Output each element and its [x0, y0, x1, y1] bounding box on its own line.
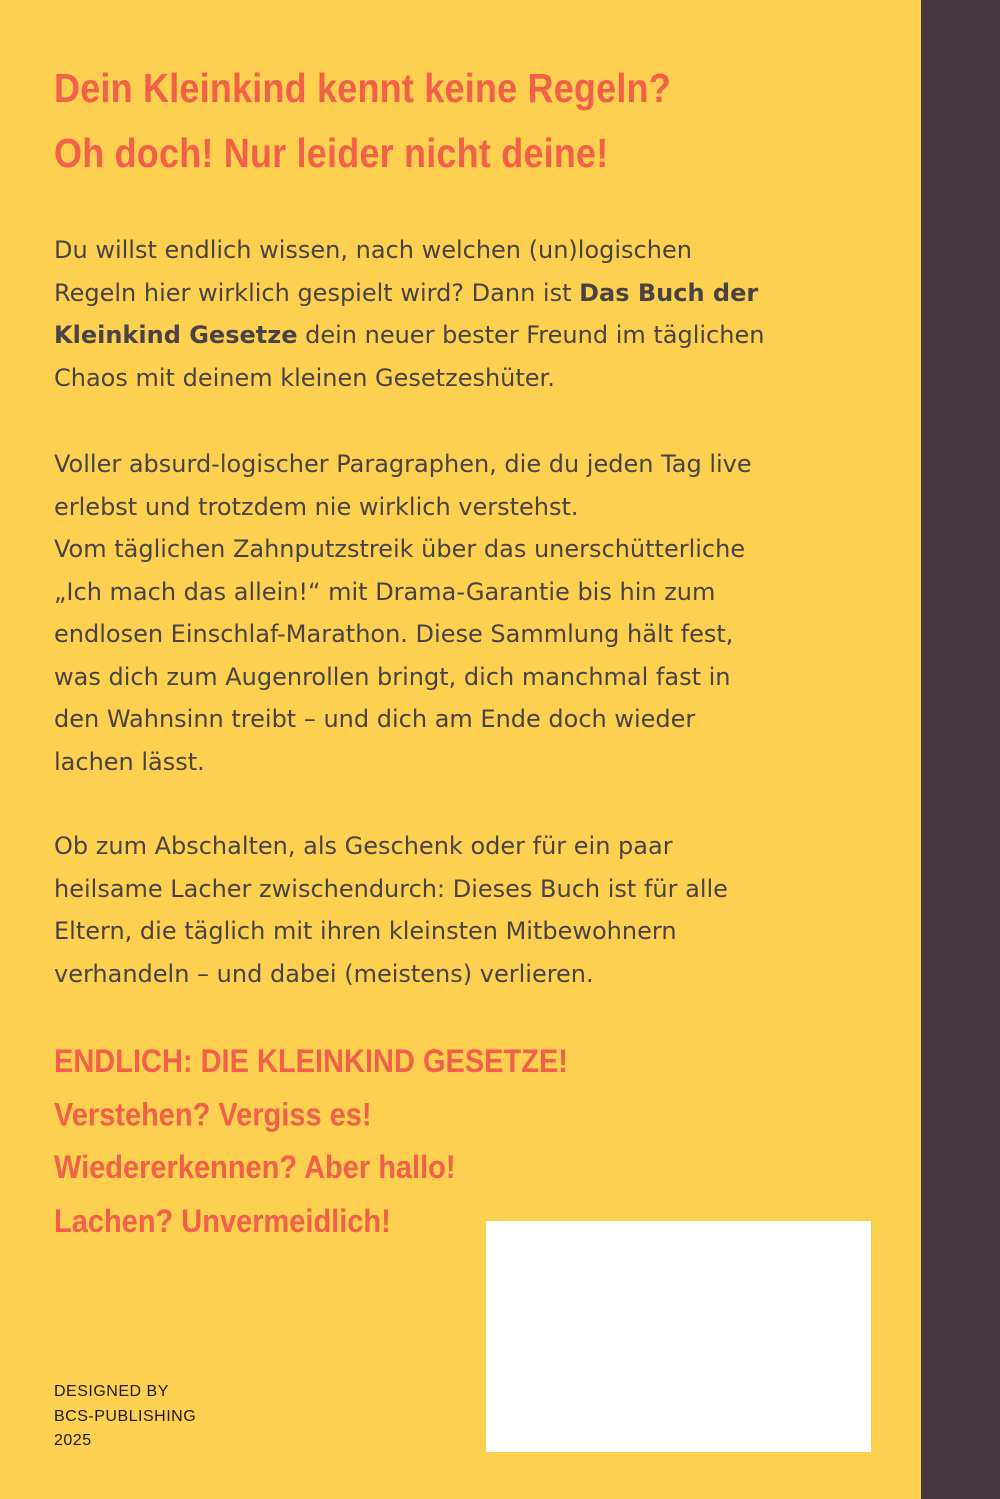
tagline-line: Verstehen? Vergiss es! [54, 1097, 372, 1133]
book-title-part-2: Kleinkind Gesetze [54, 321, 298, 349]
tagline-line: Wiedererkennen? Aber hallo! [54, 1150, 456, 1187]
tagline-line: ENDLICH: DIE KLEINKIND GESETZE! [54, 1043, 568, 1080]
description-line: was dich zum Augenrollen bringt, dich manchmal fast in [54, 662, 731, 691]
barcode-placeholder [486, 1221, 871, 1452]
credits-line-3: 2025 [54, 1432, 92, 1449]
intro-line-2-text: Regeln hier wirklich gespielt wird? Dann ist [54, 278, 580, 307]
intro-line-3 [54, 314, 854, 357]
audience-line: heilsame Lacher zwischendurch: Dieses Buch ist für alle [54, 874, 728, 903]
audience-line: Ob zum Abschalten, als Geschenk oder für ein paar [54, 832, 673, 860]
description-line: Voller absurd-logischer Paragraphen, die du jeden Tag live [54, 450, 752, 478]
tagline [54, 1036, 568, 1249]
tagline-line: Lachen? Unvermeidlich! [54, 1203, 391, 1240]
intro-line-4: Chaos mit deinem kleinen Gesetzeshüter. [54, 363, 555, 392]
description-line: lachen lässt. [54, 747, 205, 776]
publisher-credits [54, 1380, 196, 1454]
description-line: endlosen Einschlaf-Marathon. Diese Sammlung hält fest, [54, 620, 734, 648]
credits-line-1: DESIGNED BY [54, 1383, 169, 1400]
headline-line-2: Oh doch! Nur leider nicht deine! [54, 129, 609, 176]
audience-line: Eltern, die täglich mit ihren kleinsten Mitbewohnern [54, 917, 677, 945]
book-spine [921, 0, 1000, 1499]
description-paragraph [54, 443, 854, 783]
book-title-part-1: Das Buch der [579, 278, 759, 307]
description-line: „Ich mach das allein!“ mit Drama-Garantie bis hin zum [54, 577, 716, 606]
intro-line-3-text: dein neuer bester Freund im täglichen [297, 321, 765, 349]
intro-line-2 [54, 272, 854, 315]
intro-paragraph [54, 229, 854, 399]
description-line: erlebst und trotzdem nie wirklich verstehst. [54, 492, 579, 521]
intro-line-1: Du willst endlich wissen, nach welchen (un)logischen [54, 236, 692, 264]
headline [54, 56, 671, 186]
description-line: Vom täglichen Zahnputzstreik über das unerschütterliche [54, 535, 746, 563]
audience-line: verhandeln – und dabei (meistens) verlieren. [54, 959, 594, 988]
description-line: den Wahnsinn treibt – und dich am Ende doch wieder [54, 705, 696, 733]
credits-line-2: BCS-PUBLISHING [54, 1407, 197, 1425]
headline-line-1: Dein Kleinkind kennt keine Regeln? [54, 64, 671, 111]
audience-paragraph [54, 825, 854, 995]
